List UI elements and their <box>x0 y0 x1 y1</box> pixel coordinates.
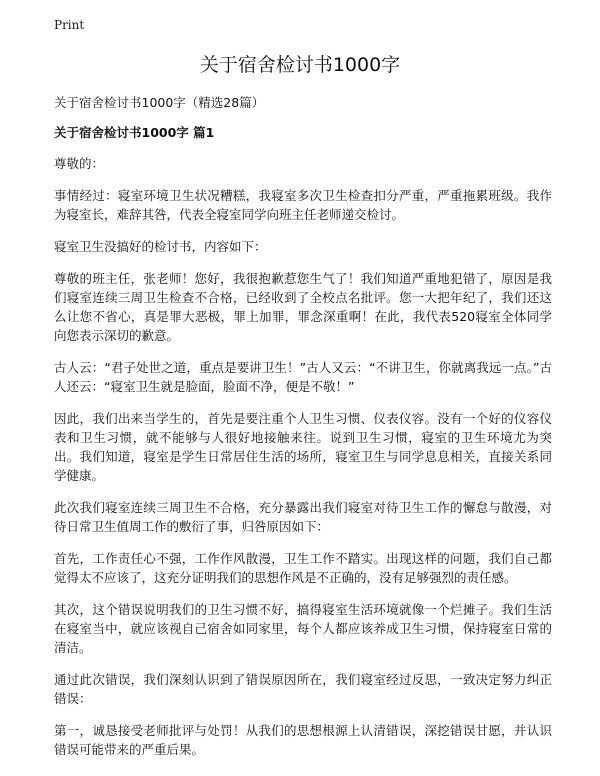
body-paragraph: 其次，这个错误说明我们的卫生习惯不好，搞得寝室生活环境就像一个烂摊子。我们生活在寝室当中，就应该视自己宿舍如同家里，每个人都应该养成卫生习惯，保持寝室日常的清洁。 <box>54 602 552 655</box>
body-paragraph: 通过此次错误，我们深刻认识到了错误原因所在，我们寝室经过反思，一致决定努力纠正错误： <box>54 672 552 706</box>
body-paragraph: 古人云：“君子处世之道，重点是要讲卫生！”古人又云：“不讲卫生，你就离我远一点。”古人还云：“寝室卫生就是脸面，脸面不净，便是不敬！” <box>54 360 552 394</box>
body-paragraph: 寝室卫生没搞好的检讨书，内容如下： <box>54 239 267 254</box>
document-body <box>54 94 552 772</box>
body-paragraph: 事情经过：寝室环境卫生状况糟糕，我寝室多次卫生检查扣分严重，严重拖累班级。我作为寝室长，难辞其咎，代表全寝室同学向班主任老师递交检讨。 <box>54 188 552 222</box>
document-subtitle: 关于宿舍检讨书1000字（精选28篇） <box>54 95 265 110</box>
body-paragraph: 第一，诚恳接受老师批评与处罚！从我们的思想根源上认清错误，深挖错误甘愿，并认识错误可能带来的严重后果。 <box>54 723 552 757</box>
body-paragraph: 此次我们寝室连续三周卫生不合格，充分暴露出我们寝室对待卫生工作的懈怠与散漫，对待日常卫生值周工作的敷衍了事，归咎原因如下： <box>54 500 552 534</box>
body-paragraph: 首先，工作责任心不强，工作作风散漫，卫生工作不踏实。出现这样的问题，我们自己都觉得太不应该了，这充分证明我们的思想作风是不正确的，没有足够强烈的责任感。 <box>54 551 552 585</box>
print-label: Print <box>54 18 85 32</box>
salutation-paragraph: 尊敬的： <box>54 156 105 171</box>
body-paragraph: 因此，我们出来当学生的，首先是要注重个人卫生习惯、仪表仪容。没有一个好的仪容仪表和卫生习惯，就不能够与人很好地接触来往。说到卫生习惯，寝室的卫生环境尤为突出。我们知道，寝室是学生日常居住生活的场所，寝室卫生与同学息息相关，直接关系同学健康。 <box>54 411 552 483</box>
document-title: 关于宿舍检讨书1000字 <box>199 54 401 76</box>
section-heading: 关于宿舍检讨书1000字 篇1 <box>54 125 215 140</box>
body-paragraph: 尊敬的班主任，张老师！您好，我很抱歉惹您生气了！我们知道严重地犯错了，原因是我们寝室连续三周卫生检查不合格，已经收到了全校点名批评。您一大把年纪了，我们还这么让您不省心，真是罪大恶极，罪上加罪，罪念深重啊！在此，我代表520寝室全体同学向您表示深切的歉意。 <box>54 271 552 343</box>
